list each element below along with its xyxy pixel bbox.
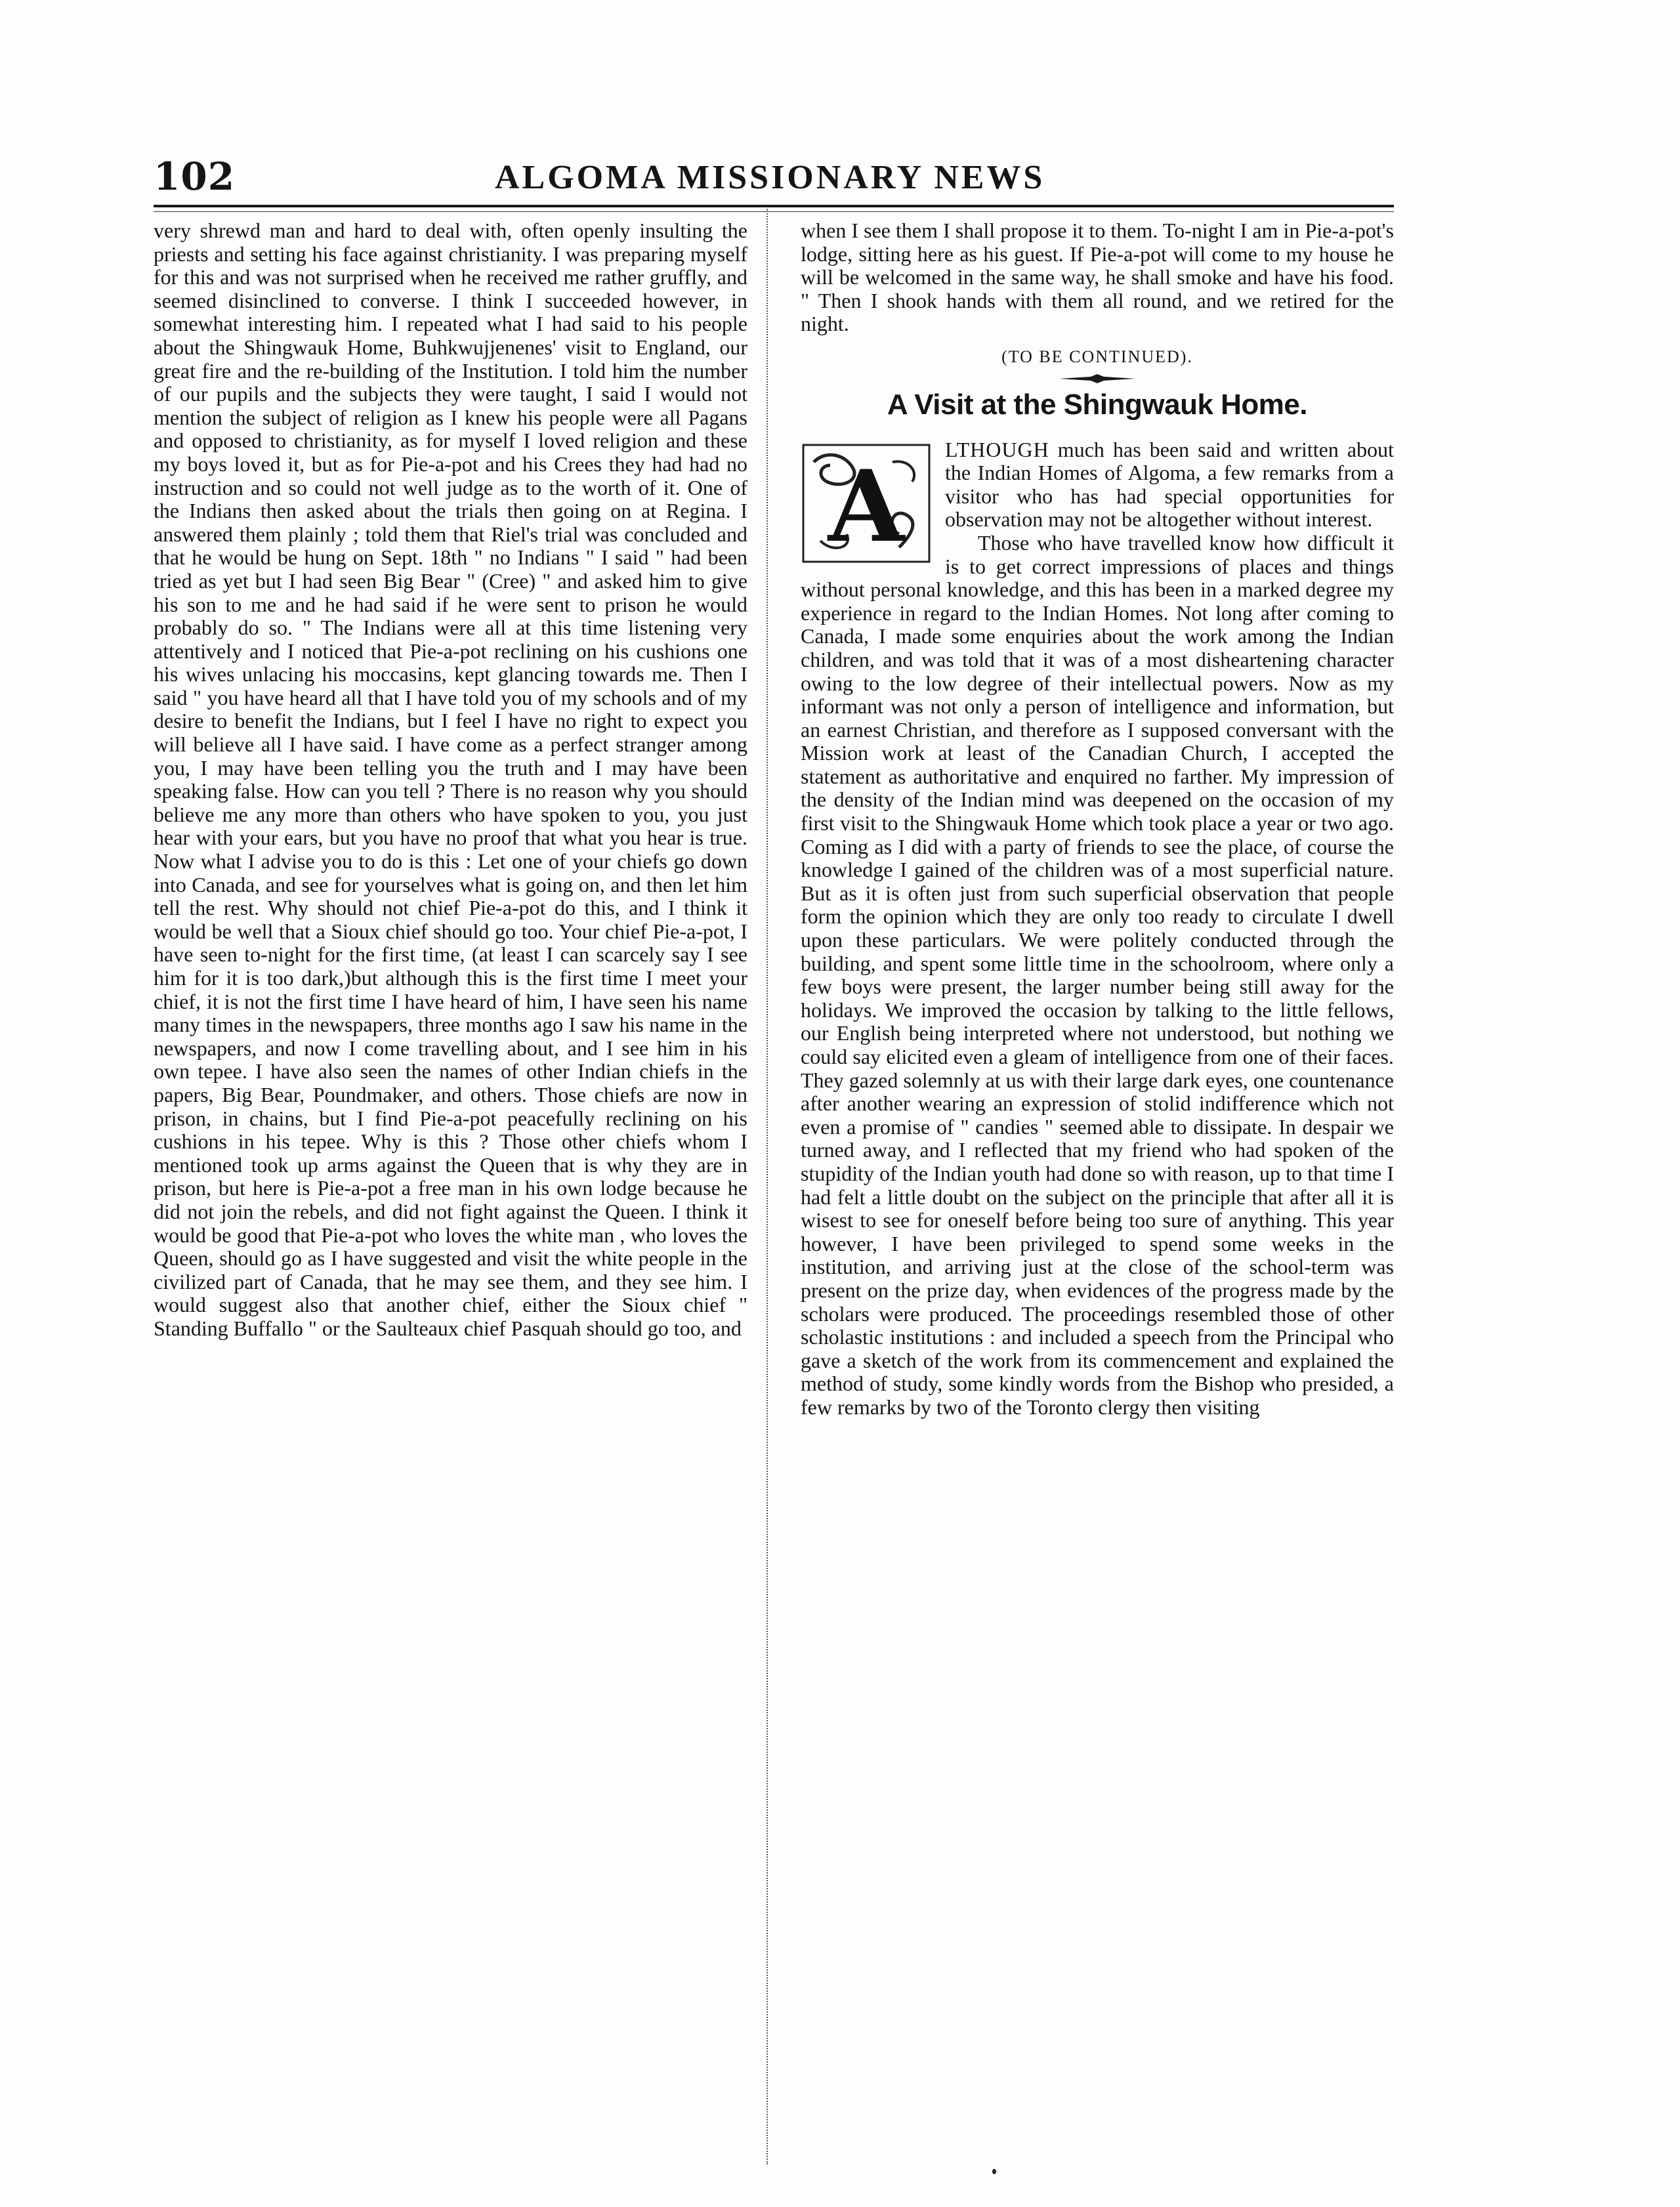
first-paragraph-text: much has been said and written about the Indian Homes of Algoma, a few remarks from a visitor who has had special opportunities for observation may not be altogether without interest. — [945, 437, 1394, 532]
dropcap-letter: A — [828, 448, 905, 564]
column-divider — [766, 209, 768, 2164]
continuation-paragraph: when I see them I shall propose it to them. To-night I am in Pie-a-pot's lodge, sitting here as his guest. If Pie-a-pot will come to my house he will be welcomed in the same way, he shall smoke and have his food. " Then I shook hands with them all round, and we retired for the night. — [801, 219, 1394, 336]
page-header — [154, 155, 1394, 203]
article-opening — [801, 437, 1394, 564]
lead-caps: LTHOUGH — [945, 437, 1049, 461]
header-rule — [154, 205, 1394, 207]
page-number: 102 — [154, 154, 236, 199]
article-title: A Visit at the Shingwauk Home. — [887, 388, 1308, 421]
right-column — [801, 219, 1394, 1419]
page-mark — [992, 2169, 996, 2174]
ornament-rule-icon — [1058, 373, 1137, 385]
ornate-dropcap-icon — [801, 442, 932, 564]
article-second-paragraph: Those who have travelled know how difficult it is to get correct impressions of places and things without personal knowledge, and this has been in a marked degree my experience in regard to the Indian Homes. Not long after coming to Canada, I made some enquiries about the work among the Indian children, and was told that it was of a most disheartening character owing to the low degree of their intellectual powers. Now as my informant was not only a person of intelligence and information, but an earnest Christian, and therefore as I supposed conversant with the Mission work at least of the Canadian Church, I accepted the statement as authoritative and enquired no farther. My impression of the density of the Indian mind was deepened on the occasion of my first visit to the Shingwauk Home which took place a year or two ago. Coming as I did with a party of friends to see the place, of course the knowledge I gained of the children was of a most superficial nature. But as it is often just from such superficial observation that people form the opinion which they are only too ready to circulate I dwell upon these particulars. We were politely conducted through the building, and spent some little time in the schoolroom, where only a few boys were present, the larger number being still away for the holidays. We improved the occasion by talking to the little fellows, our English being interpreted where not understood, but nothing we could say elicited even a gleam of intelligence from one of their faces. They gazed solemnly at us with their large dark eyes, one countenance after another wearing an expression of stolid indifference which not even a promise of " candies " seemed able to dissipate. In despair we turned away, and I reflected that my friend who had spoken of the stupidity of the Indian youth had done so with reason, up to that time I had felt a little doubt on the subject on the principle that after all it is wisest to see for oneself before being too sure of anything. This year however, I have been privileged to spend some weeks in the institution, and arriving just at the close of the school-term was present on the prize day, when evidences of the progress made by the scholars were produced. The proceedings resembled those of other scholastic institutions : and included a speech from the Principal who gave a sketch of the work from its commencement and explained the method of study, some kindly words from the Bishop who presided, a few remarks by two of the Toronto clergy then visiting — [801, 530, 1394, 1419]
journal-title: ALGOMA MISSIONARY NEWS — [495, 159, 1045, 196]
left-column-paragraph: very shrewd man and hard to deal with, often openly insulting the priests and setting his face against christianity. I was preparing myself for this and was not surprised when he received me rather gruffly, and seemed disinclined to converse. I think I succeeded however, in somewhat interesting him. I repeated what I had said to his people about the Shingwauk Home, Buhkwujjenenes' visit to England, our great fire and the re-building of the Institution. I told him the number of our pupils and the subjects they were taught, I said I would not mention the subject of religion as I knew his people were all Pagans and opposed to christianity, as for myself I loved religion and these my boys loved it, but as for Pie-a-pot and his Crees they had had no instruction and so could not well judge as to the worth of it. One of the Indians then asked about the trials then going on at Regina. I answered them plainly ; told them that Riel's trial was concluded and that he would be hung on Sept. 18th " no Indians " I said " had been tried as yet but I had seen Big Bear " (Cree) " and asked him to give his son to me and he had said if he were sent to prison he would probably do so. " The Indians were all at this time listening very attentively and I noticed that Pie-a-pot reclining on his cushions one his wives unlacing his moccasins, kept glancing towards me. Then I said " you have heard all that I have told you of my schools and of my desire to benefit the Indians, but I feel I have no right to expect you will believe all I have said. I have come as a perfect stranger among you, I may have been telling you the truth and I may have been speaking false. How can you tell ? There is no reason why you should believe me any more than others who have spoken to you, you just hear with your ears, but you have no proof that what you hear is true. Now what I advise you to do is this : Let one of your chiefs go down into Canada, and see for yourselves what is going on, and then let him tell the rest. Why should not chief Pie-a-pot do this, and I think it would be well that a Sioux chief should go too. Your chief Pie-a-pot, I have seen to-night for the first time, (at least I can scarcely say I see him for it is too dark,)but although this is the first time I meet your chief, it is not the first time I have heard of him, I have seen his name many times in the newspapers, three months ago I saw his name in the newspapers, and now I come travelling about, and I see him in his own tepee. I have also seen the names of other Indian chiefs in the papers, Big Bear, Poundmaker, and others. Those chiefs are now in prison, in chains, but I find Pie-a-pot peacefully reclining on his cushions in his tepee. Why is this ? Those other chiefs whom I mentioned took up arms against the Queen that is why they are in prison, but here is Pie-a-pot a free man in his own lodge because he did not join the rebels, and did not fight against the Queen. I think it would be good that Pie-a-pot who loves the white man , who loves the Queen, should go as I have suggested and visit the white people in the civilized part of Canada, that he may see them, and they see him. I would suggest also that another chief, either the Sioux chief " Standing Buffallo " or the Saulteaux chief Pasquah should go too, and — [154, 219, 747, 1340]
continued-note: (TO BE CONTINUED). — [1001, 347, 1193, 366]
header-rule-thin — [154, 211, 1394, 212]
left-column — [154, 219, 747, 1341]
